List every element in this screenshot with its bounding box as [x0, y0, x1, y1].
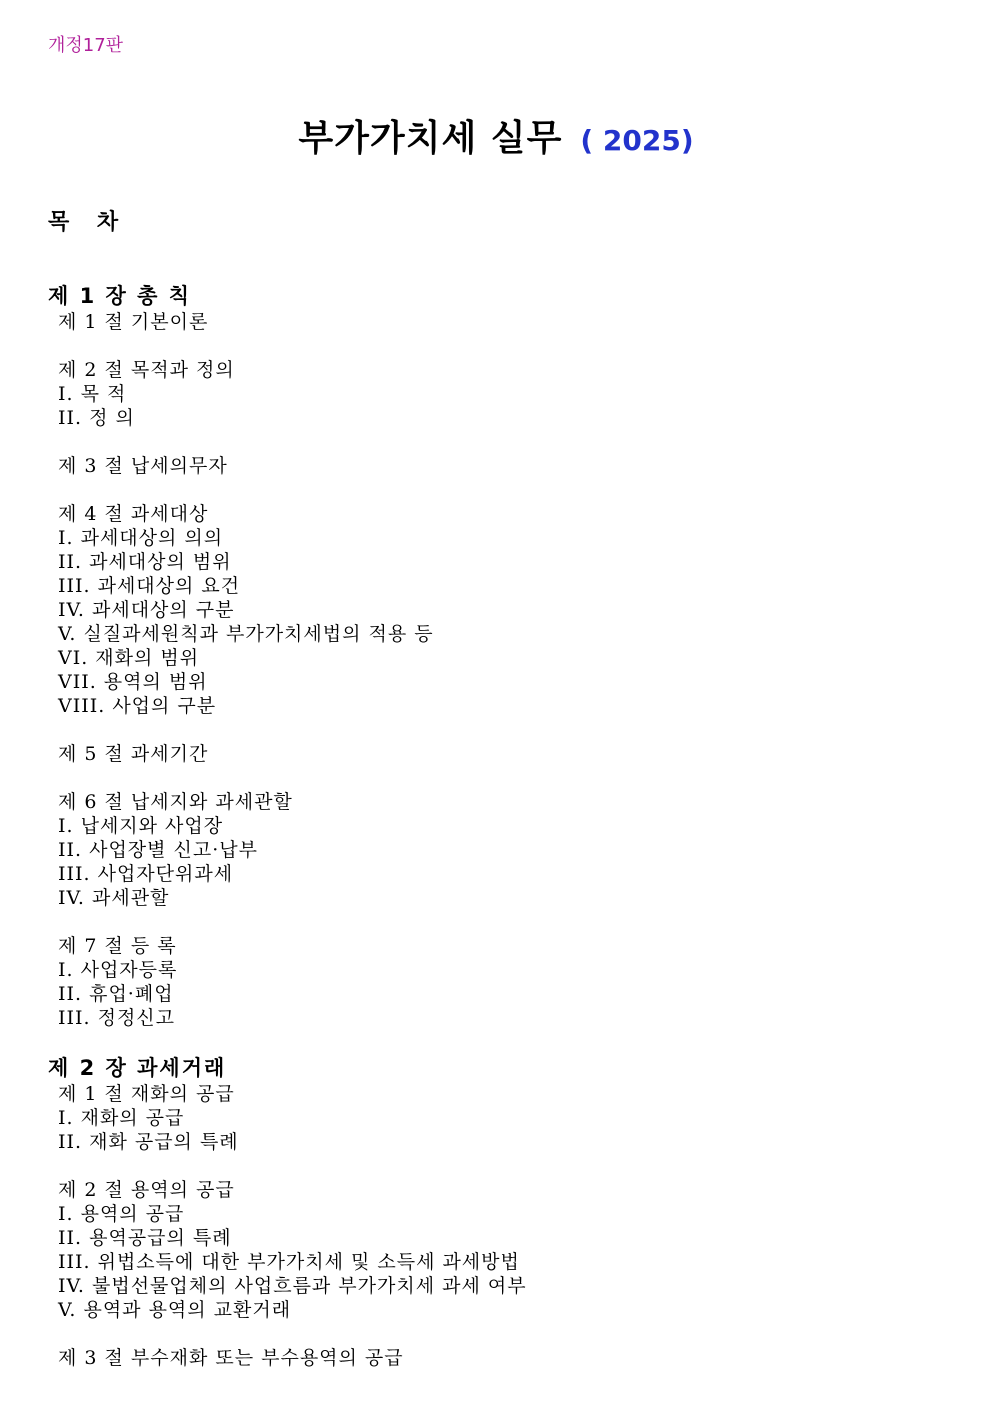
toc-item: I. 용역의 공급 — [58, 1203, 185, 1225]
toc-item: III. 정정신고 — [58, 1007, 176, 1029]
document-title — [0, 110, 992, 161]
toc-spacer — [48, 718, 948, 742]
toc-item: IV. 과세관할 — [58, 887, 170, 909]
toc-item: II. 사업장별 신고·납부 — [58, 839, 259, 861]
toc-item: II. 재화 공급의 특례 — [58, 1131, 239, 1153]
toc-item: VIII. 사업의 구분 — [58, 695, 217, 717]
toc-section: 제 6 절 납세지와 과세관할 — [58, 791, 293, 813]
toc-item: I. 납세지와 사업장 — [58, 815, 224, 837]
toc-section: 제 1 절 기본이론 — [58, 311, 209, 333]
toc-section: 제 2 절 용역의 공급 — [58, 1179, 235, 1201]
toc-section: 제 4 절 과세대상 — [58, 503, 209, 525]
toc-spacer — [48, 430, 948, 454]
toc-spacer — [48, 334, 948, 358]
toc-item: I. 재화의 공급 — [58, 1107, 185, 1129]
toc-section: 제 1 절 재화의 공급 — [58, 1083, 235, 1105]
title-year: ( 2025) — [580, 124, 694, 157]
toc-item: VI. 재화의 범위 — [58, 647, 200, 669]
toc-spacer — [48, 766, 948, 790]
toc-section: 제 3 절 부수재화 또는 부수용역의 공급 — [58, 1347, 404, 1369]
toc-item: III. 과세대상의 요건 — [58, 575, 241, 597]
toc-section: 제 7 절 등 록 — [58, 935, 177, 957]
toc-heading: 목 차 — [48, 210, 129, 235]
toc-item: IV. 불법선물업체의 사업흐름과 부가가치세 과세 여부 — [58, 1275, 527, 1297]
toc-item: I. 목 적 — [58, 383, 127, 405]
toc-section: 제 3 절 납세의무자 — [58, 455, 228, 477]
toc-item: II. 휴업·폐업 — [58, 983, 174, 1005]
toc-chapter: 제 1 장 총 칙 — [48, 284, 191, 308]
toc-spacer — [48, 1322, 948, 1346]
toc-item: V. 용역과 용역의 교환거래 — [58, 1299, 292, 1321]
toc-chapter: 제 2 장 과세거래 — [48, 1056, 227, 1080]
toc-item: Ⅰ. 사업자등록 — [58, 959, 178, 981]
toc-item: III. 사업자단위과세 — [58, 863, 234, 885]
edition-label: 개정17판 — [48, 35, 124, 56]
toc-item: III. 위법소득에 대한 부가가치세 및 소득세 과세방법 — [58, 1251, 520, 1273]
toc-item: VII. 용역의 범위 — [58, 671, 208, 693]
toc-spacer — [48, 910, 948, 934]
title-text: 부가가치세 실무 — [298, 118, 563, 159]
toc-section: 제 5 절 과세기간 — [58, 743, 209, 765]
toc-item: II. 정 의 — [58, 407, 135, 429]
toc-section: 제 2 절 목적과 정의 — [58, 359, 235, 381]
toc-item: IV. 과세대상의 구분 — [58, 599, 235, 621]
toc-item: II. 용역공급의 특례 — [58, 1227, 232, 1249]
table-of-contents — [48, 282, 948, 1370]
toc-spacer — [48, 1030, 948, 1054]
toc-item: V. 실질과세원칙과 부가가치세법의 적용 등 — [58, 623, 434, 645]
toc-spacer — [48, 1154, 948, 1178]
toc-item: II. 과세대상의 범위 — [58, 551, 232, 573]
toc-item: I. 과세대상의 의의 — [58, 527, 224, 549]
toc-spacer — [48, 478, 948, 502]
